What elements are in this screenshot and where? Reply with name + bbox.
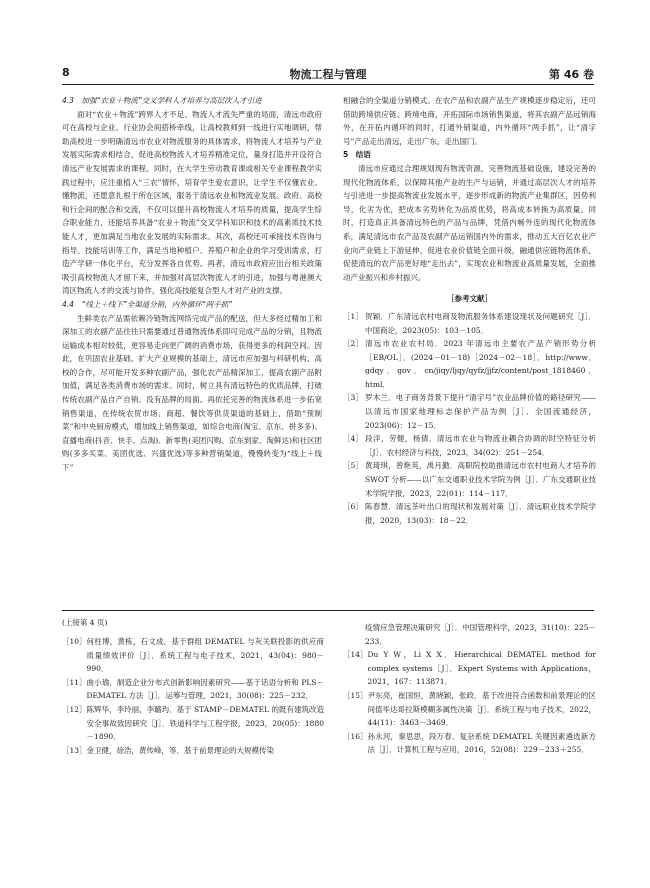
references-heading: ［参考文献］ [447, 294, 492, 304]
left-column [62, 94, 322, 475]
continued-references-left [62, 635, 324, 757]
reference-item: ［10］ 何柱博，黄栋，石文成．基于群组 DEMATEL 与灰关联投影的供应商质量绩效评价［J］．系统工程与电子技术，2021，43(04)：980－990． [62, 637, 324, 674]
reference-list [343, 310, 596, 528]
reference-item: 疫情应急管理决策研究［J］．中国管理科学，2023，31(10)：225－233． [365, 623, 596, 646]
reference-item: ［12］ 陈辉华，李玲丽，李璐玙．基于 STAMP－DEMATEL 的既有建筑改造安全事故致因研究［J］．铁道科学与工程学报，2023，20(05)：1880－1890． [62, 704, 324, 742]
right-column [343, 94, 596, 527]
paragraph: 相融合的全渠道分销模式。在农产品和农副产品生产规模逐步稳定后，还可借助跨境供应链、跨境电商，开拓国际市场销售渠道，将其农副产品远销海外，在开拓内循环的同时，打通外销渠道，内外循环“两手抓”，让“清字号”产品走出清远，走出广东，走出国门。 [343, 96, 596, 146]
section-5-title: 5 结语 [343, 150, 371, 160]
reference-item: ［13］ 金卫健，徐浩，黄传峰，等．基于前景理论的大规模传染 [62, 745, 275, 755]
continued-references-right [343, 621, 596, 757]
reference-item: ［14］ Du Y W，Li X X．Hierarchical DEMATEL method for complex systems［J］．Expert Systems with Applications，2021，167：113871． [343, 650, 596, 687]
page-number: 8 [62, 66, 70, 79]
header-rule [62, 84, 594, 85]
section-4-4-title: 4.4 “线上＋线下”全渠道分销，内外循环“两手抓” [62, 299, 232, 309]
reference-item: ［16］ 孙永河，秦思思，段万春．复杂系统 DEMATEL 关键因素遴选新方法［J］．计算机工程与应用，2016，52(08)：229－233＋255． [343, 731, 596, 755]
reference-item: ［1］ 贺颖．广东清远农村电商及物流服务体系建设现状及问题研究［J］．中国商论，2023(05)：103－105． [343, 311, 596, 335]
continued-note: (上接第 4 页) [62, 618, 108, 627]
reference-item: ［5］ 黄琦琪，曾艳英，禹月勤．高职院校助推清远市农村电商人才培养的 SWOT 分析——以广东交通职业技术学院为例［J］．广东交通职业技术学院学报，2023，22(01)：114－117． [343, 461, 596, 498]
reference-item: ［11］ 曲小瑜．制造企业分布式创新影响因素研究——基于话语分析和 PLS－DEMATEL 方法［J］．运筹与管理，2021，30(08)：225－232． [62, 677, 324, 701]
paragraph: 清远市应通过合理规划现有物流资源，完善物流基础设施，建设完善的现代化物流体系，以保障其他产业的生产与运销，并通过高层次人才的培养与引进进一步提高物流业发展水平，逐步形成新的物流产业集群区，因势利导，化劣为优，把成本劣势转化为品质优势，将高成本转换为高质量。同时，打造真正具备清远特色的产品与品牌，凭借内畅外连的现代化物流体系，满足清远市农产品及农副产品运销国内外的需求，推动五大百亿农业产业向产业链上下游延伸，促进农业价值链全面升级，融通供应链物流体系，促使清远的农产品更好地“走出去”，实现农业和物流业高质量发展，全面推动产业振兴和乡村振兴。 [343, 163, 596, 282]
paragraph: 生鲜类农产品需依赖冷链物流网络完成产品的配送，但大多经过精加工和深加工的农副产品往往只需要通过普通物流体系即可完成产品的分销，且物流运输成本相对较低，更容易走向更广阔的消费市场，获得更多的利润空间。因此，在巩固农业基础、扩大产业规模的基础上，清远市应加强与科研机构、高校的合作，尽可能开发多种农副产品，强化农产品精深加工，提高农副产品附加值，满足各类消费市场的需求。同时，树立具有清远特色的优质品牌，打破传统农副产品自产自销、没有品牌的局面。再依托完善的物流体系进一步拓宽销售渠道，在传统农贸市场、商超、餐饮等供货渠道的基础上，借助“预制菜”和中央厨房模式，增加线上销售渠道，如综合电商(淘宝、京东、拼多多)、直播电商(抖音、快手、点淘)、新零售(美团闪购、京东到家、淘鲜达)和社区团购(多多买菜、美团优选、兴盛优选)等多种营销渠道，慢慢转变为“线上＋线下” [62, 313, 322, 473]
reference-item: ［4］ 段洋，劳健，杨倩．清远市农业与物流业耦合协调的时空特征分析［J］．农村经济与科技，2023，34(02)：251－254． [343, 434, 596, 457]
section-divider [62, 610, 594, 611]
reference-item: ［6］ 陈春慧．清远茶叶出口的现状和发展对策［J］．清远职业技术学院学报，2020，13(03)：18－22． [343, 502, 596, 525]
paragraph: 面对“农业＋物流”跨界人才不足、物流人才流失严重的局面，清远市政府可在高校与企业、行业协会间搭桥牵线，让高校教师到一线进行实地调研，帮助高校进一步明确清远市农业对物流服务的具体需求，将物流人才培养与产业发展实际需求相结合，促进高校物流人才培养精准定位，量身打造并开设符合清远产业发展需求的课程。同时，在大学生劳动教育课或相关专业课程教学实践过程中，应注重植入“三农”情怀，培育学生爱农意识，让学生不仅懂农业、懂物流，还愿意扎根于所在区域，服务于清远农业和物流业发展。政府、高校和行企间的配合和交流，不仅可以提升高校物流人才培养的质量，提高学生综合职业能力，还能培养具备“农业＋物流”交叉学科知识和技术的高素质技术技能人才，更加满足当地农业发展的实际需求。其次，高校还可承接技术咨询与指导、技能培训等工作，满足当地种植户、养殖户和企业的学习受训需求，打造产学研一体化平台，充分发挥各自优势。再者，清远市政府应出台相关政策吸引高校物流人才留下来，并加强对高层次物流人才的引进，加强与粤港澳大湾区物流人才的交流与协作，强化高技能复合型人才对产业的支撑。 [62, 109, 322, 296]
page-header [62, 66, 594, 82]
reference-item: ［3］ 罗木兰．电子商务背景下提升“清字号”农业品牌价值的路径研究——以清远市国家地理标志保护产品为例［J］．全国流通经济，2023(06)：12－15． [343, 393, 596, 430]
reference-item: ［15］ 尹东亮，崔国恒，黄晓颖，张政．基于改进符合函数和前景理论的区间值毕达哥拉斯模糊多属性决策［J］．系统工程与电子技术，2022，44(11)：3463－3469． [343, 690, 596, 728]
journal-name: 物流工程与管理 [289, 68, 367, 81]
reference-item: ［2］ 清远市农业农村局．2023 年清远市主要农产品产销形势分析［EB/OL］．(2024－01－18)［2024－02－18］．http://www．gdqy．gov．cn/jiqy/ljqy/qyfz/jjfz/content/post_1818460．html． [343, 339, 596, 389]
section-4-3-title: 4.3 加强“农业＋物流”交叉学科人才培养与高层次人才引进 [62, 96, 262, 105]
volume-label: 第 46 卷 [549, 68, 594, 81]
